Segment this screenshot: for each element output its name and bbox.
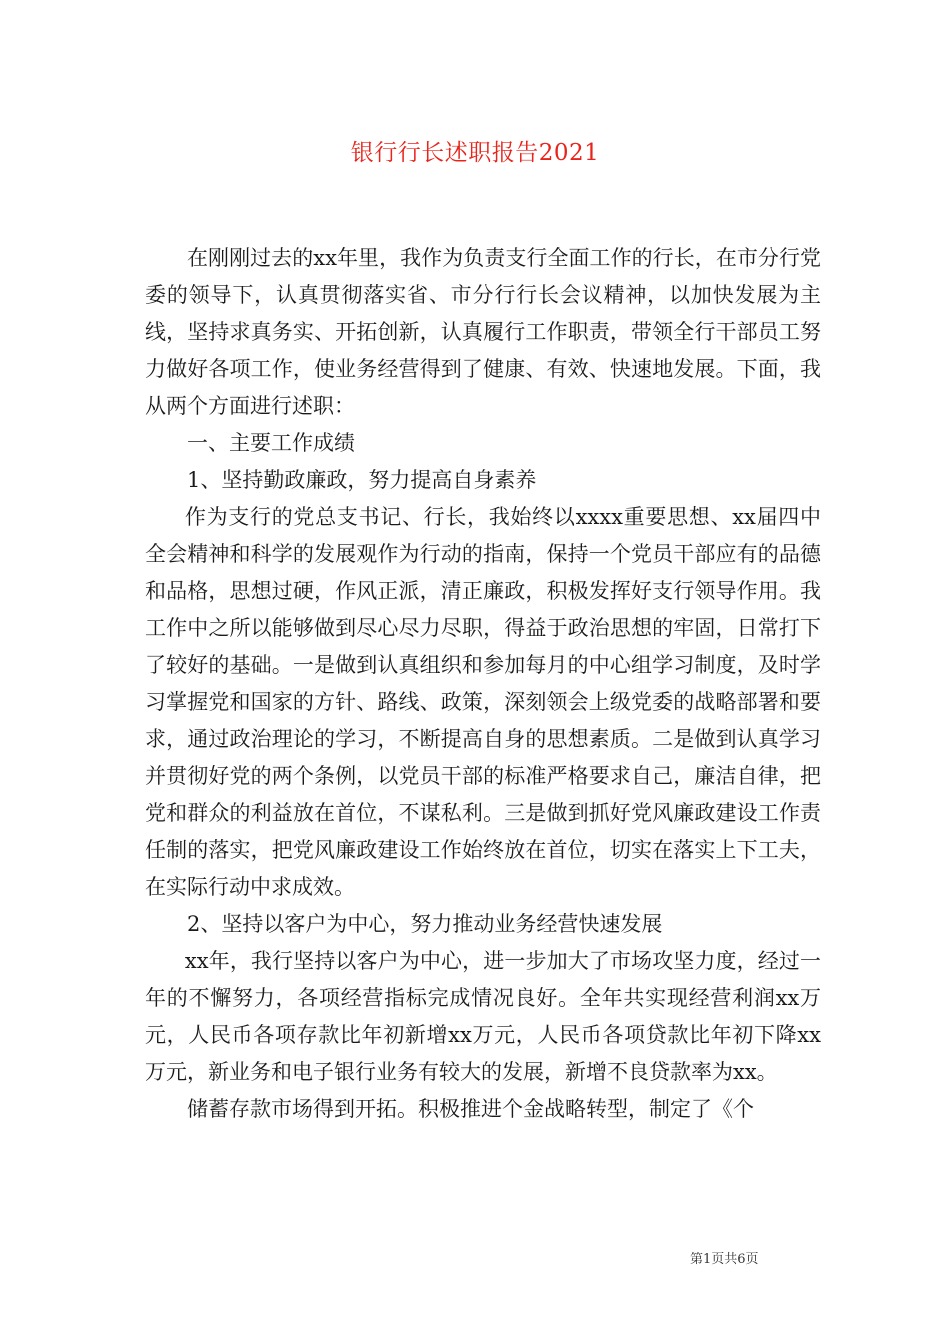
document-title: 银行行长述职报告2021 (350, 140, 600, 166)
paragraph-performance: xx年，我行坚持以客户为中心，进一步加大了市场攻坚力度，经过一年的不懈努力，各项经营指标完成情况良好。全年共实现经营利润xx万元，人民币各项存款比年初新增xx万元，人民币各项贷款比年初下降xx万元，新业务和电子银行业务有较大的发展，新增不良贷款率为xx。 (145, 949, 821, 1084)
page-number: 第1页共6页 (690, 1252, 759, 1267)
subsection-heading-1: 1、坚持勤政廉政，努力提高自身素养 (187, 468, 537, 492)
document-body (145, 240, 821, 1128)
paragraph-savings: 储蓄存款市场得到开拓。积极推进个金战略转型，制定了《个 (187, 1097, 754, 1121)
paragraph-integrity: 作为支行的党总支书记、行长，我始终以xxxx重要思想、xx届四中全会精神和科学的发展观作为行动的指南，保持一个党员干部应有的品德和品格，思想过硬，作风正派，清正廉政，积极发挥好支行领导作用。我工作中之所以能够做到尽心尽力尽职，得益于政治思想的牢固，日常打下了较好的基础。一是做到认真组织和参加每月的中心组学习制度，及时学习掌握党和国家的方针、路线、政策，深刻领会上级党委的战略部署和要求，通过政治理论的学习，不断提高自身的思想素质。二是做到认真学习并贯彻好党的两个条例，以党员干部的标准严格要求自己，廉洁自律，把党和群众的利益放在首位，不谋私利。三是做到抓好党风廉政建设工作责任制的落实，把党风廉政建设工作始终放在首位，切实在落实上下工夫，在实际行动中求成效。 (145, 505, 821, 899)
paragraph-intro: 在刚刚过去的xx年里，我作为负责支行全面工作的行长，在市分行党委的领导下，认真贯彻落实省、市分行行长会议精神，以加快发展为主线，坚持求真务实、开拓创新，认真履行工作职责，带领全行干部员工努力做好各项工作，使业务经营得到了健康、有效、快速地发展。下面，我从两个方面进行述职： (145, 246, 821, 418)
section-heading: 一、主要工作成绩 (187, 431, 355, 455)
subsection-heading-2: 2、坚持以客户为中心，努力推动业务经营快速发展 (187, 912, 663, 936)
